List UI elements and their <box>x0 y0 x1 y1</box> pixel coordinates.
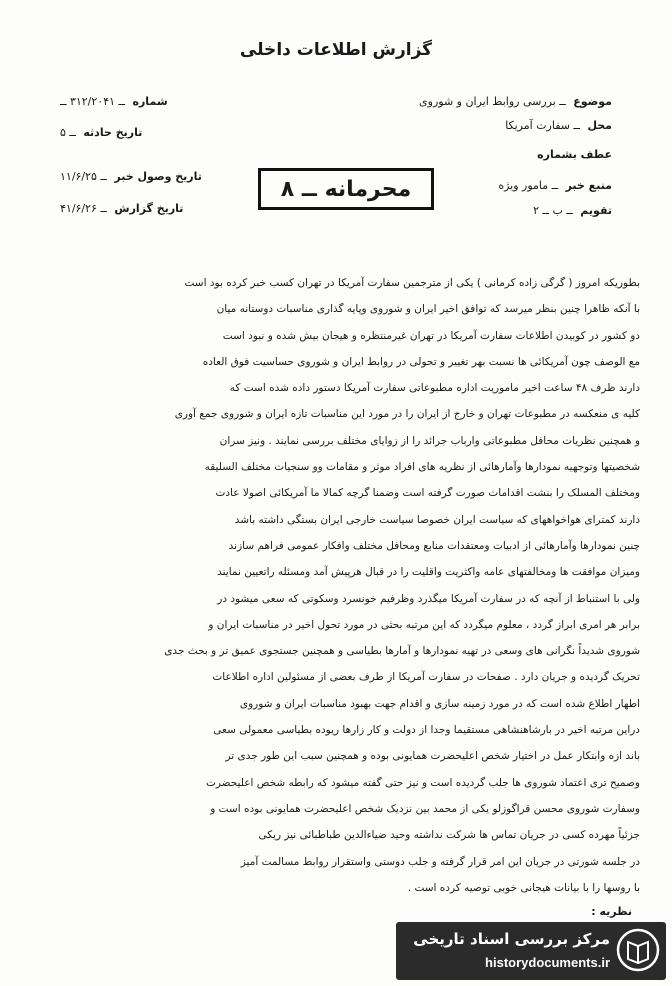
body-line: دارند کمترای هواخواههای که سیاست ایران خصوصا سیاست خارجی ایران بستگی داشته باشد <box>234 513 640 526</box>
meta-number <box>60 96 168 108</box>
body-line: بطوریکه امروز ( گرگی زاده کرمانی ) یکی از مترجمین سفارت آمریکا در تهران کسب خبر کرده بود است <box>184 277 640 289</box>
watermark-logo <box>396 922 666 980</box>
watermark-name: مرکز بررسی اسناد تاریخی <box>413 930 610 948</box>
meta-label: تاریخ وصول خبر <box>114 170 202 183</box>
body-line: ومیزان موافقت ها ومخالفتهای عامه واکثریت واقلیت را در قبال هرپیش آمد ومسئله راتعیین نمایند <box>217 566 640 579</box>
body-line: برابر هر امری ابراز گردد ، معلوم میگردد که این مرتبه بحثی در مورد تحول اخیر در مناسبات ایران و <box>208 618 640 631</box>
meta-received-date <box>60 171 202 183</box>
meta-calendar <box>533 205 612 217</box>
body-line: ومختلف المسلک را بنشت اقدامات صورت گرفته است وضمنا گرچه کمالا ما آمریکائی اصولا عادت <box>215 487 640 500</box>
meta-value: ــ ب ــ ۲ <box>533 204 573 217</box>
body-line: با آنکه ظاهرا چنین بنظر میرسد که توافق اخیر ایران و شوروی وپایه گذاری مناسبات دوستانه میان <box>216 303 640 316</box>
meta-label: تقویم <box>580 204 612 217</box>
meta-label: محل <box>587 119 612 132</box>
meta-value: ــ ۱۱/۶/۲۵ <box>60 170 107 183</box>
body-line: تحریک گردیده و جریان دارد . صفحات در سفارت آمریکا از طرف بعضی از مسئولین اداره اطلاعات <box>212 671 640 684</box>
body-line: دارند ظرف ۴۸ ساعت اخیر ماموریت اداره مطبوعاتی سفارت آمریکا دستور داده شده است که <box>229 382 640 395</box>
meta-location <box>505 120 612 132</box>
meta-source <box>498 180 612 192</box>
meta-label: عطف بشماره <box>537 148 612 161</box>
body-line: و همچنین نظریات محافل مطبوعاتی وارباب جرائد را از زوایای مختلف بررسی نمایند . ونیز سران <box>219 434 640 447</box>
body-line: دراین مرتبه اخیر در بارشاهنشاهی مستقیما وجدا از دولت و کار زارها ریوده بطیاسی معمولی سعی <box>213 724 640 737</box>
watermark-url: historydocuments.ir <box>485 955 610 970</box>
meta-report-date <box>60 203 183 215</box>
body-line: دو کشور در کوبیدن اطلاعات سفارت آمریکا در تهران غیرمنتظره و هیجان بیش شده و نبود است <box>222 329 640 342</box>
body-line: وسفارت شوروی محسن قراگوزلو یکی از محمد بین نزدیک شخص اعلیحضرت همایونی بوده است و <box>210 802 640 815</box>
document-body <box>40 270 640 901</box>
body-line: با روسها را با بیانات هیجانی خوبی توصیه کرده است . <box>407 881 640 894</box>
meta-label: تاریخ گزارش <box>114 202 184 215</box>
body-line: در جلسه شورتی در جریان این امر قرار گرفته و جلب دوستی واستقرار روابط مسالمت آمیز <box>240 855 640 868</box>
body-line: وصمیح تری اعتماد شوروی ها جلب گردیده است و نیز حتی گفته میشود که رابطه شخص اعلیحضرت <box>205 776 640 789</box>
meta-label: موضوع <box>573 95 612 108</box>
meta-subject <box>419 96 612 108</box>
body-line: کلیه ی منعکسه در مطبوعات تهران و خارج از ایران را در مورد این مناسبات تازه ایران و شوروی جمع آوری <box>174 408 640 421</box>
body-line: مع الوصف چون آمریکائی ها نسبت بهر تغییر و تحولی در روابط ایران و شوروی حساسیت فوق العاده <box>202 355 640 368</box>
meta-event-date <box>60 127 142 139</box>
meta-label: تاریخ حادثه <box>83 126 143 139</box>
body-line: ولی با استنباط از آنچه که در سفارت آمریکا میگذرد وظرفیم خونسرد وسکوتی که سعی میشود در <box>217 592 640 605</box>
body-line: اطهار اطلاع شده است که در مورد زمینه سازی و اقدام جهت بهبود مناسبات ایران و شوروی <box>239 697 640 710</box>
meta-label: شماره <box>132 95 168 108</box>
body-line: جزئیاً مهرده کسی در جریان تماس ها شرکت نداشته وحید ضیاءالدین طباطبائی نیز ریکی <box>258 829 640 842</box>
document-book-icon <box>616 928 660 972</box>
body-line: چنین نمودارها وآمارهائی از ادبیات ومعتقدات منابع ومحافل مختلف وافکار عمومی فراهم سازند <box>228 539 640 552</box>
meta-value: ــ ۴۱/۶/۲۶ <box>60 202 107 215</box>
meta-value: ــ بررسی روابط ایران و شوروی <box>419 95 566 108</box>
body-line: باند ازه وابتکار عمل در اختیار شخص اعلیحضرت همایونی بوده و همچنین سبب این طور جدی تر <box>225 750 640 763</box>
meta-label: منبع خبر <box>565 179 612 192</box>
document-title: گزارش اطلاعات داخلی <box>239 40 433 60</box>
meta-value: ــ ۳۱۲/۲۰۴۱ ــ <box>60 95 125 108</box>
body-line: شخصیتها وتوجهیه نمودارها وآمارهائی از نظریه های افراد موثر و مقامات وو سنجیات مختلف السلیقه <box>204 461 640 474</box>
meta-value: ــ ۵ <box>60 126 76 139</box>
opinion-label: نظریه : <box>591 905 632 918</box>
body-line: شوروی شدیداً نگرانی های وسعی در تهیه نمودارها و آمارها بطیاسی و همچنین جستجوی عمیق تر و بحث جدی <box>164 645 640 658</box>
meta-reference <box>533 149 612 161</box>
confidential-stamp: محرمانه ــ ۸ <box>258 168 434 210</box>
meta-value: ــ مامور ویژه <box>498 179 559 192</box>
meta-value: ــ سفارت آمریکا <box>505 119 580 132</box>
